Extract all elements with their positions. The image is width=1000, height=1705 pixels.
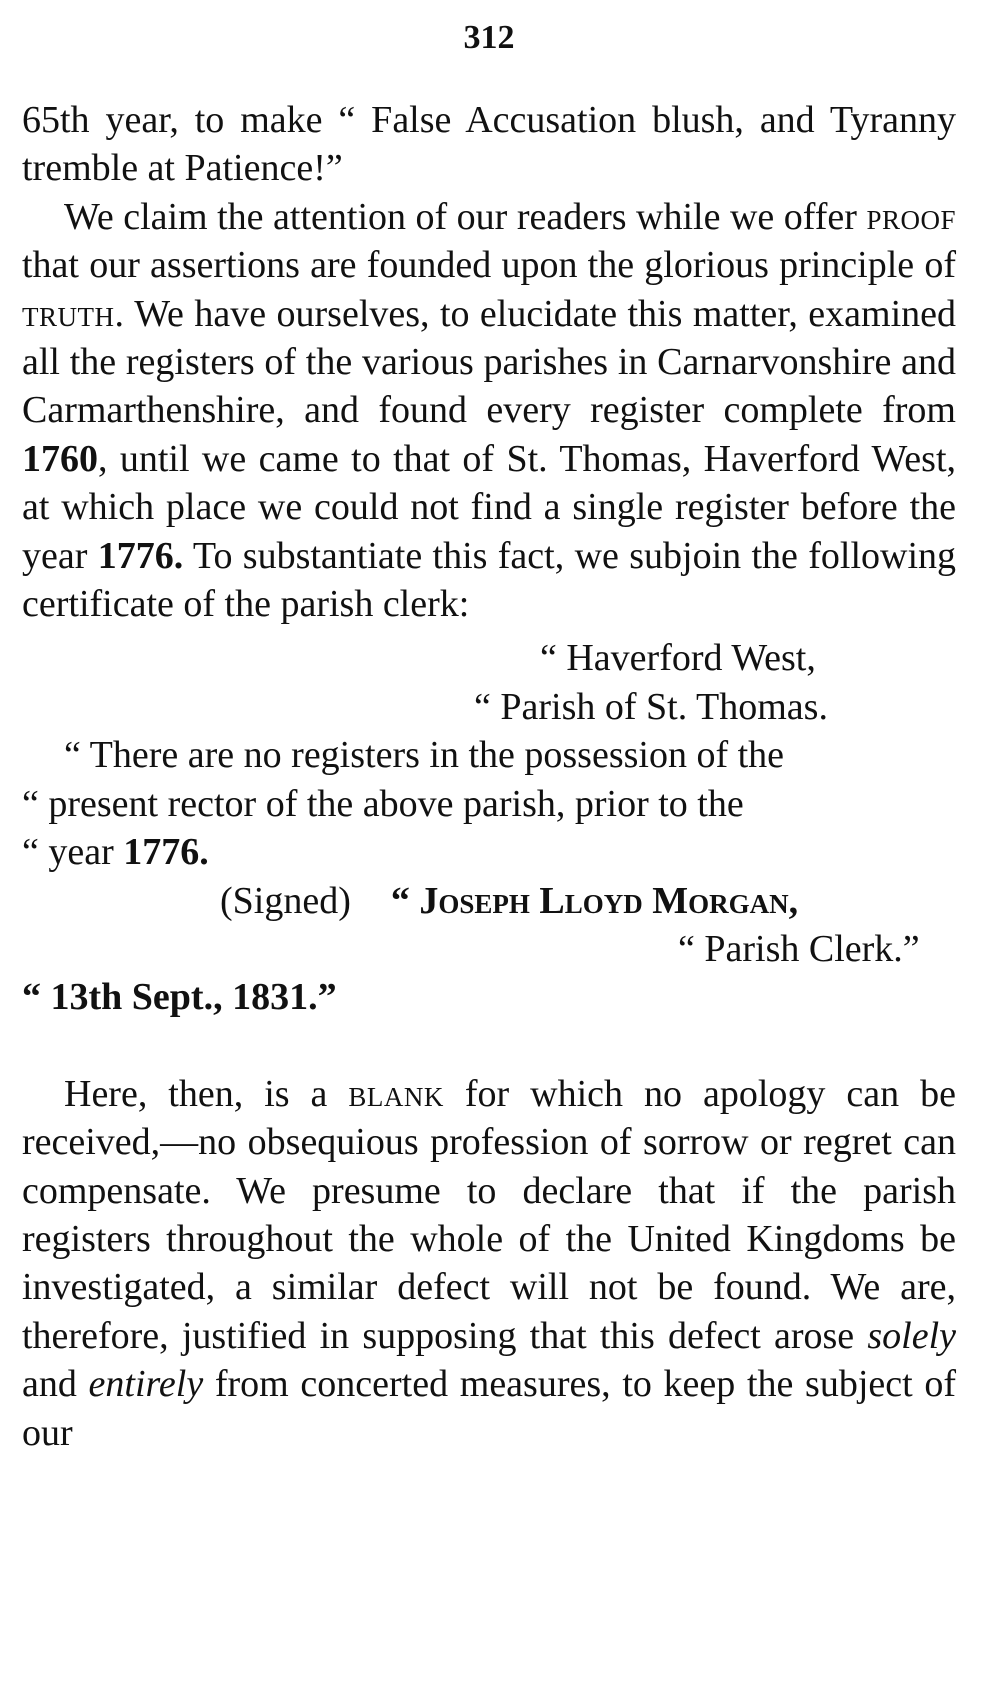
certificate-block [22, 634, 956, 1021]
certificate-body-line: “ present rector of the above parish, prior to the [22, 782, 744, 825]
page-number: 312 [463, 19, 515, 56]
italic-entirely: entirely [88, 1363, 204, 1406]
italic-solely: solely [867, 1314, 956, 1357]
certificate-body-line: “ There are no registers in the possession of the [64, 734, 785, 777]
small-caps-proof: proof [866, 195, 956, 238]
certificate-address-parish: “ Parish of St. Thomas. [474, 685, 828, 728]
certificate-address-town: “ Haverford West, [540, 637, 816, 680]
text-run: We claim the attention of our readers while we offer [64, 195, 867, 238]
certificate-date: “ 13th Sept., 1831.” [22, 976, 337, 1019]
text-run: for which no apology can be received,—no obsequious profession of sorrow or regret can compensate. We presume to declare that if the parish registers throughout the whole of the United Kingdoms be investigated, a similar defect will not be found. We are, therefore, justified in supposing that this defect arose [22, 1072, 957, 1357]
year-1760: 1760 [22, 437, 98, 480]
paragraph-blank [22, 1070, 956, 1457]
small-caps-truth: truth. [22, 292, 125, 335]
text-run: Here, then, is a [64, 1072, 349, 1115]
certificate-signature-row [22, 877, 956, 925]
signatory-title: “ Parish Clerk.” [678, 927, 920, 970]
certificate-body-line [22, 828, 956, 876]
text-run: and [22, 1363, 89, 1406]
certificate-body [22, 731, 956, 876]
paragraph-proof [22, 193, 956, 629]
paragraph-continuation-text: 65th year, to make “ False Accusation blush, and Tyranny tremble at Patience!” [22, 99, 956, 190]
certificate-year: 1776. [123, 831, 209, 874]
signed-label: (Signed) [220, 879, 351, 922]
paragraph-continuation [22, 96, 956, 193]
text-run: “ year [22, 831, 124, 874]
text-run: We have ourselves, to elucidate this matter, examined all the registers of the various parishes in Carnarvonshire and Carmarthenshire, and found every register complete from [22, 292, 956, 432]
book-page [22, 18, 956, 1688]
small-caps-blank: blank [348, 1072, 444, 1115]
text-run: To substantiate this fact, we subjoin the following certificate of the parish clerk: [22, 534, 957, 626]
year-1776: 1776. [97, 534, 184, 577]
text-run: , until we came to that of St. Thomas, Haverford West, at which place we could not find a single register before the year [22, 437, 956, 577]
text-run: that our assertions are founded upon the glorious principle of [22, 244, 956, 287]
text-run: from concerted measures, to keep the subject of our [22, 1363, 956, 1454]
signatory-name: “ Joseph Lloyd Morgan, [390, 879, 799, 922]
